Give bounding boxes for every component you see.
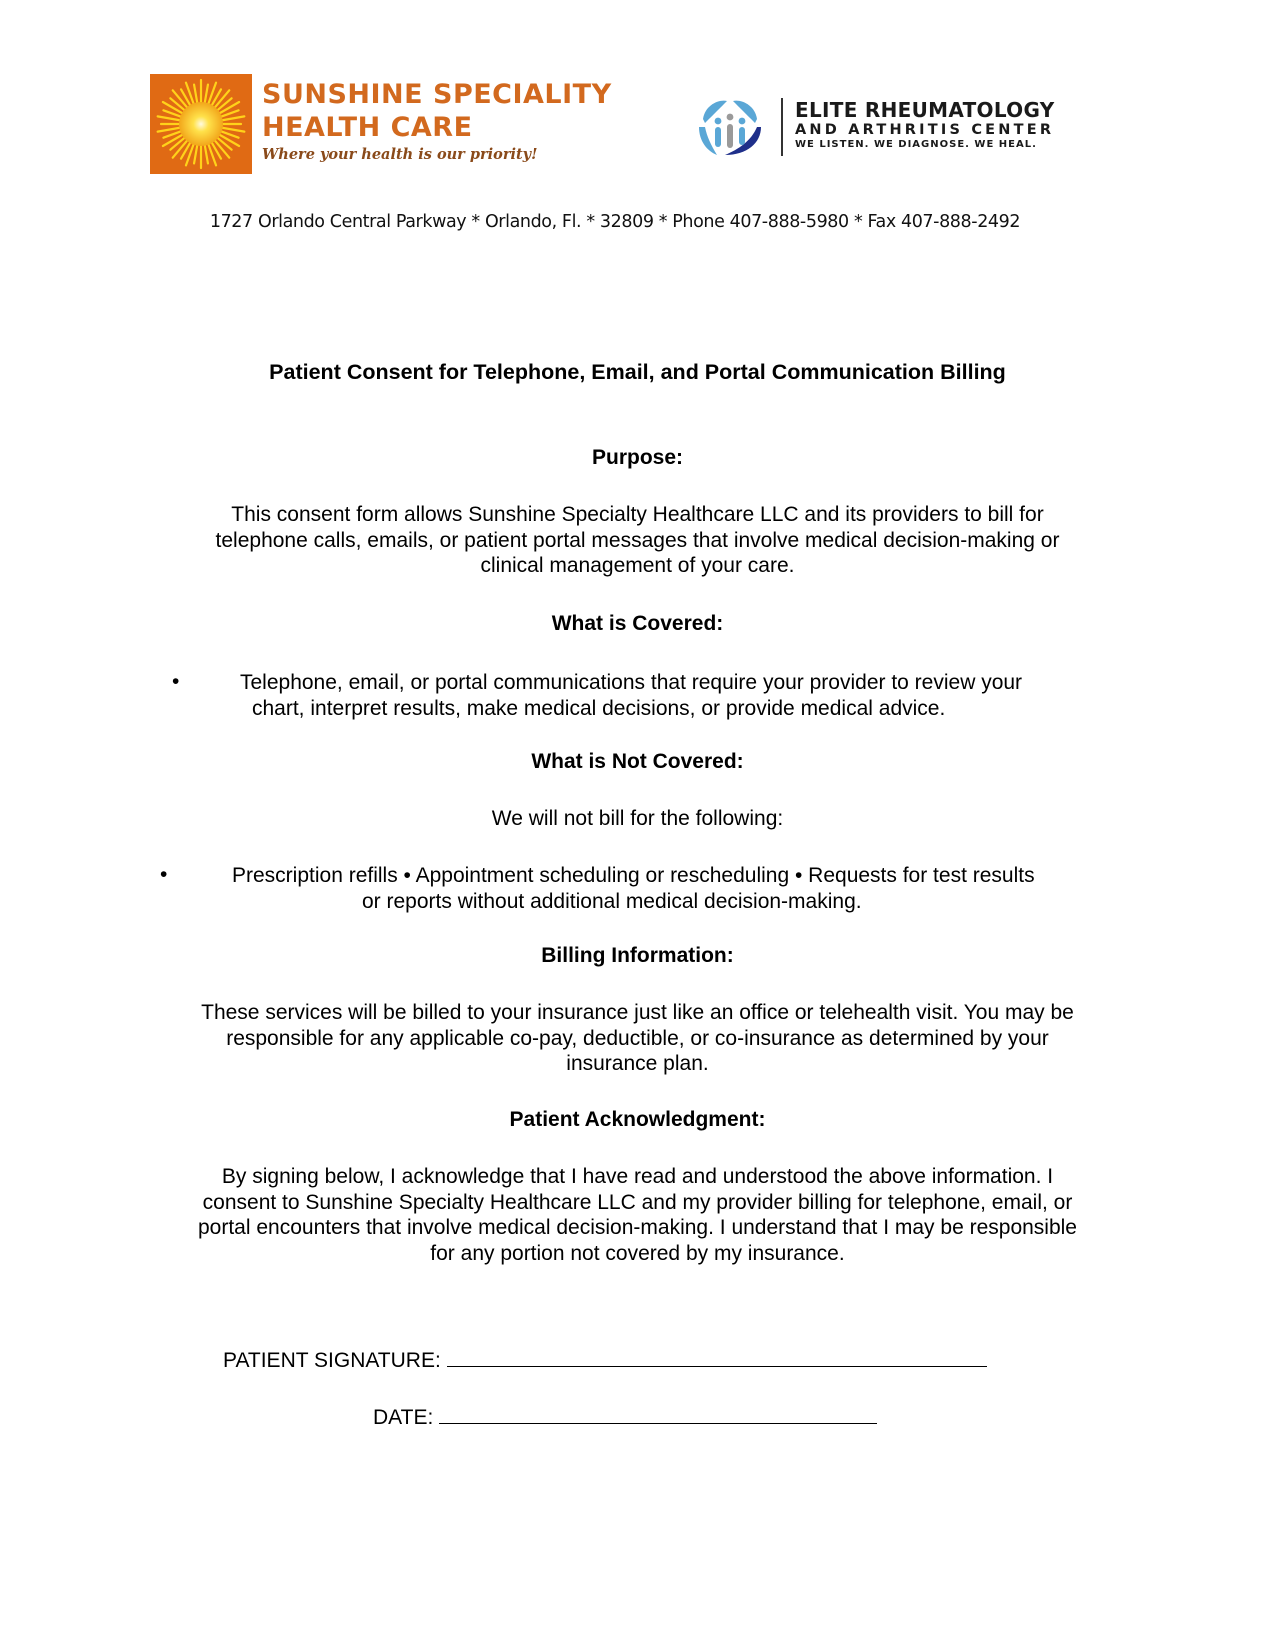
sunshine-logo-line1: SUNSHINE SPECIALITY	[262, 79, 612, 110]
date-label: DATE:	[373, 1406, 434, 1429]
document-title: Patient Consent for Telephone, Email, and Portal Communication Billing	[269, 360, 1006, 384]
patient-signature-row	[223, 1348, 987, 1373]
logo-divider	[781, 98, 783, 156]
not-covered-intro: We will not bill for the following:	[491, 807, 784, 830]
elite-emblem-icon	[695, 97, 765, 157]
sunshine-logo-tagline: Where your health is our priority!	[262, 146, 538, 163]
purpose-text: This consent form allows Sunshine Specialty Healthcare LLC and its providers to bill for telephone calls, emails, or patient portal messages that involve medical decision-making or clinical management of your care.	[215, 503, 1060, 577]
acknowledgment-text: By signing below, I acknowledge that I have read and understood the above information. I consent to Sunshine Specialty Healthcare LLC and my provider billing for telephone, email, or portal encounters that involve medical decision-making. I understand that I may be responsible for any portion not covered by my insurance.	[198, 1165, 1077, 1265]
patient-signature-label: PATIENT SIGNATURE:	[223, 1349, 441, 1372]
patient-signature-field[interactable]	[447, 1348, 987, 1367]
sun-icon	[150, 74, 252, 174]
billing-heading: Billing Information:	[541, 944, 734, 967]
covered-heading: What is Covered:	[551, 612, 724, 635]
sunshine-logo	[150, 74, 622, 174]
elite-logo-line2: AND ARTHRITIS CENTER	[795, 122, 1055, 138]
not-covered-heading: What is Not Covered:	[531, 750, 744, 773]
elite-logo-tagline: WE LISTEN. WE DIAGNOSE. WE HEAL.	[795, 139, 1037, 150]
purpose-heading: Purpose:	[591, 446, 683, 469]
elite-rheumatology-logo	[695, 96, 1105, 160]
date-row	[373, 1405, 877, 1430]
not-covered-bullet: •	[160, 863, 168, 886]
acknowledgment-heading: Patient Acknowledgment:	[509, 1108, 766, 1131]
sunshine-logo-line2: HEALTH CARE	[262, 112, 473, 143]
date-field[interactable]	[439, 1405, 877, 1424]
covered-item: Telephone, email, or portal communications that require your provider to review your chart, interpret results, make medical decisions, or provide medical advice.	[240, 671, 1023, 720]
billing-text: These services will be billed to your insurance just like an office or telehealth visit. You may be responsible for any applicable co-pay, deductible, or co-insurance as determined by your insurance plan.	[201, 1001, 1074, 1075]
elite-logo-line1: ELITE RHEUMATOLOGY	[795, 98, 1055, 122]
not-covered-item: Prescription refills • Appointment scheduling or rescheduling • Requests for test results or reports without additional medical decision-making.	[232, 864, 1035, 913]
address-line: 1727 Orlando Central Parkway * Orlando, Fl. * 32809 * Phone 407-888-5980 * Fax 407-888-2492	[209, 212, 1021, 232]
covered-bullet: •	[172, 670, 180, 693]
